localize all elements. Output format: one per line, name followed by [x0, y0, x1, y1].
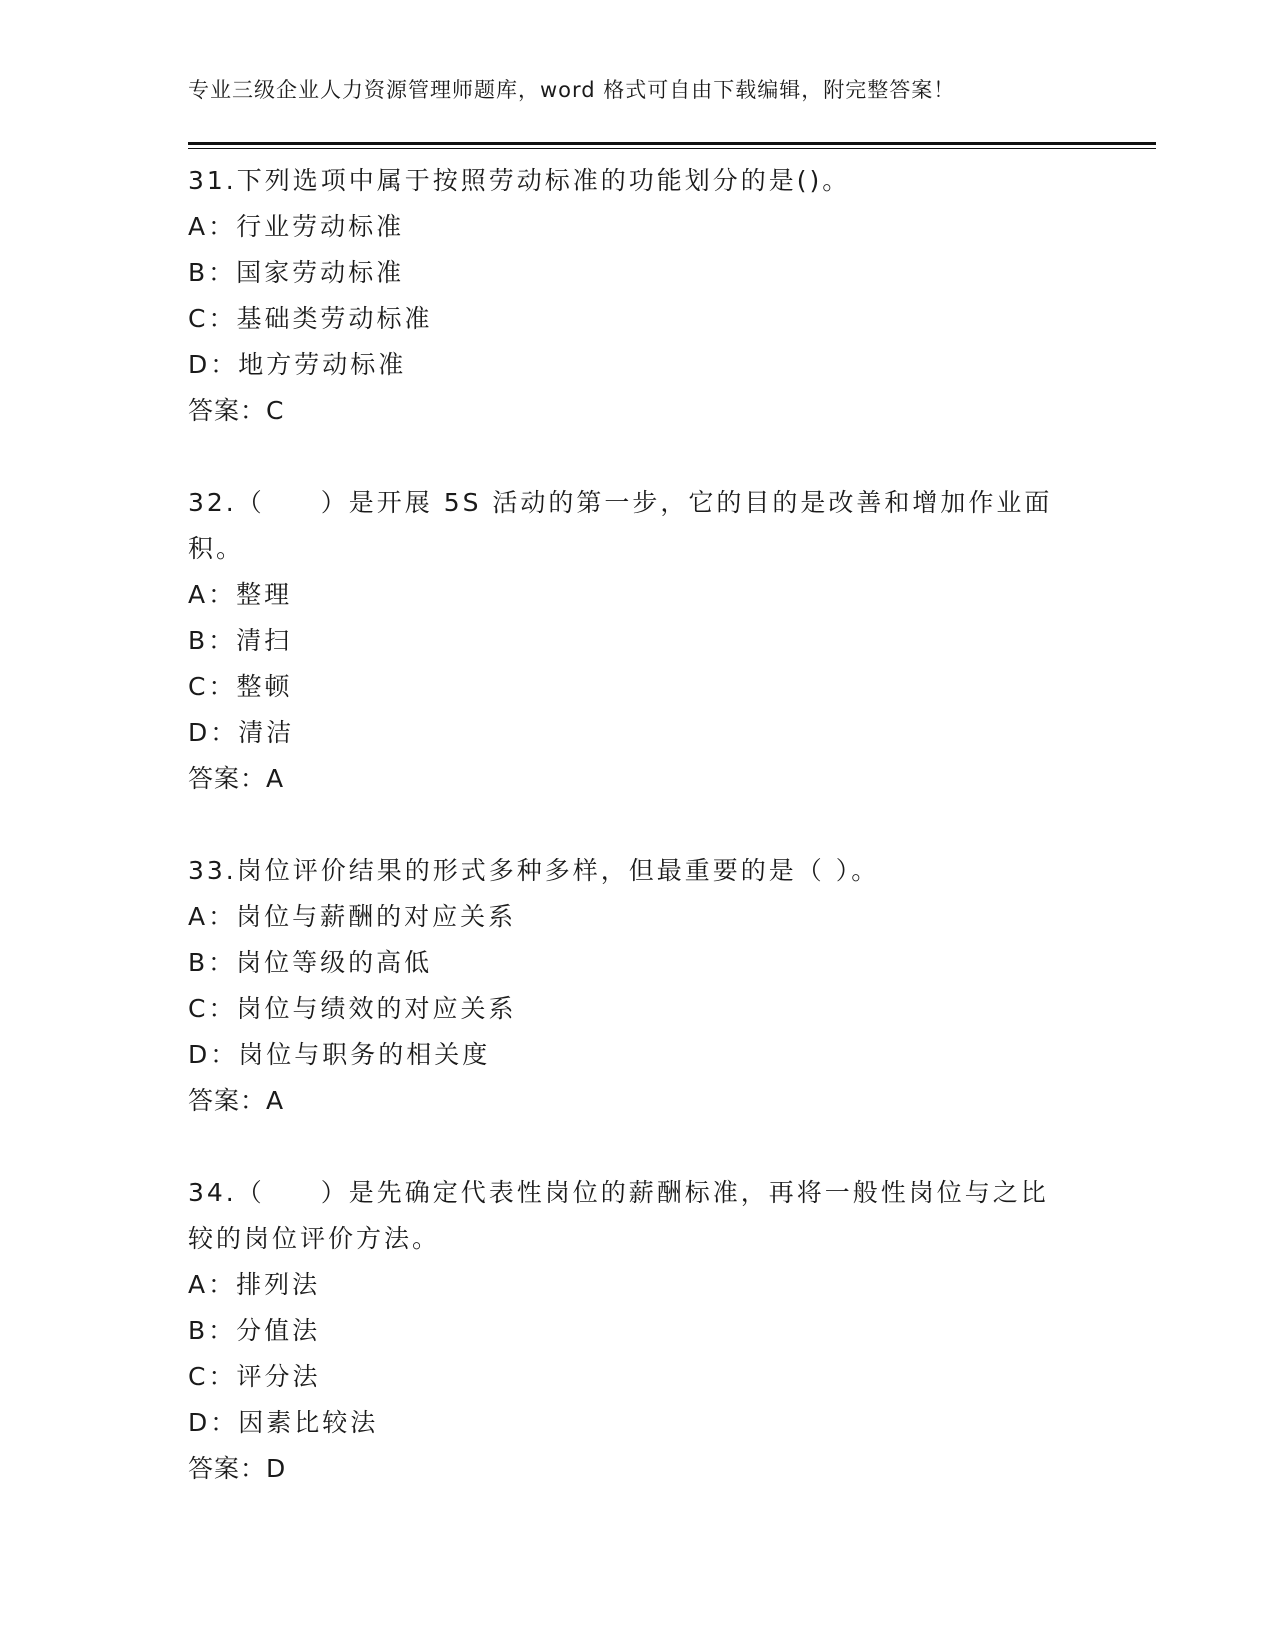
- question-stem: 33.岗位评价结果的形式多种多样，但最重要的是（ ）。: [188, 856, 880, 885]
- option-c: C：岗位与绩效的对应关系: [188, 994, 517, 1023]
- question-31: [188, 158, 1088, 434]
- answer: 答案：C: [188, 396, 285, 425]
- option-b: B：分值法: [188, 1316, 321, 1345]
- question-list: [188, 158, 1088, 1538]
- header-divider-thin: [188, 148, 1156, 149]
- question-stem-continued: 较的岗位评价方法。: [188, 1224, 441, 1253]
- document-header: 专业三级企业人力资源管理师题库，word 格式可自由下载编辑，附完整答案！: [188, 78, 956, 102]
- option-c: C：基础类劳动标准: [188, 304, 433, 333]
- option-c: C：整顿: [188, 672, 293, 701]
- option-a: A：排列法: [188, 1270, 321, 1299]
- question-33: [188, 848, 1088, 1124]
- option-b: B：清扫: [188, 626, 293, 655]
- option-c: C：评分法: [188, 1362, 321, 1391]
- answer: 答案：A: [188, 1086, 285, 1115]
- option-a: A：岗位与薪酬的对应关系: [188, 902, 517, 931]
- option-d: D：清洁: [188, 718, 295, 747]
- question-stem: 32.（ ）是开展 5S 活动的第一步，它的目的是改善和增加作业面: [188, 488, 1053, 517]
- option-a: A：行业劳动标准: [188, 212, 405, 241]
- option-a: A：整理: [188, 580, 293, 609]
- question-32: [188, 480, 1088, 802]
- question-stem-continued: 积。: [188, 534, 245, 563]
- option-b: B：国家劳动标准: [188, 258, 405, 287]
- question-stem: 34.（ ）是先确定代表性岗位的薪酬标准，再将一般性岗位与之比: [188, 1178, 1049, 1207]
- header-divider-thick: [188, 142, 1156, 145]
- option-b: B：岗位等级的高低: [188, 948, 433, 977]
- question-stem: 31.下列选项中属于按照劳动标准的功能划分的是()。: [188, 166, 851, 195]
- option-d: D：岗位与职务的相关度: [188, 1040, 491, 1069]
- option-d: D：地方劳动标准: [188, 350, 407, 379]
- option-d: D：因素比较法: [188, 1408, 379, 1437]
- answer: 答案：D: [188, 1454, 287, 1483]
- question-34: [188, 1170, 1088, 1492]
- answer: 答案：A: [188, 764, 285, 793]
